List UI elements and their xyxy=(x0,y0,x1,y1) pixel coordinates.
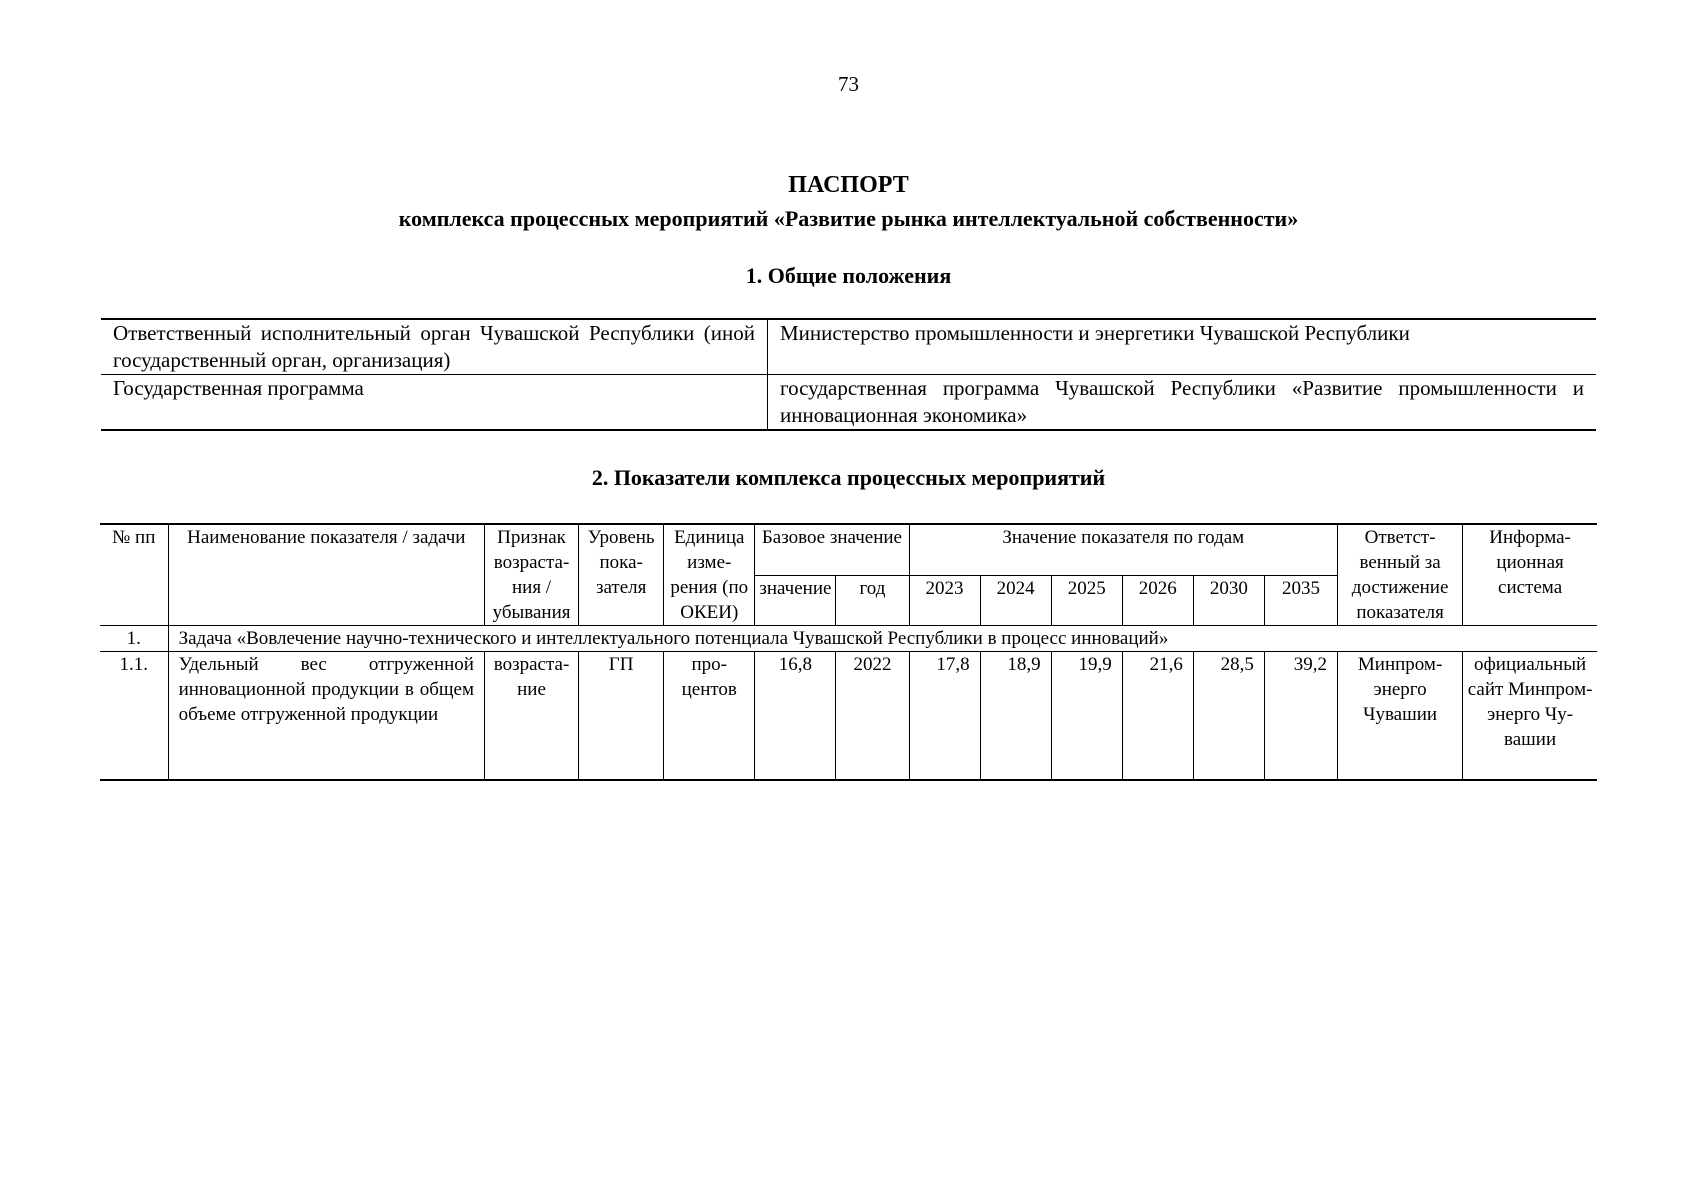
task-row xyxy=(100,626,1597,652)
indicator-responsible: Минпромэнерго Чувашии xyxy=(1338,652,1463,781)
col-name-header: Наименование показателя / задачи xyxy=(168,524,484,626)
indicator-value: 19,9 xyxy=(1051,652,1122,781)
responsible-body-value: Министерство промышленности и энергетики Чувашской Республики xyxy=(768,319,1597,375)
col-info-system-header: Информационная система xyxy=(1463,524,1597,626)
col-num-header: № пп xyxy=(100,524,168,626)
table-row xyxy=(101,375,1596,431)
col-year-header: 2025 xyxy=(1051,575,1122,625)
table-row xyxy=(100,652,1597,781)
indicator-trend: возрастание xyxy=(484,652,578,781)
indicator-value: 18,9 xyxy=(980,652,1051,781)
col-year-header: 2023 xyxy=(909,575,980,625)
col-unit-header: Единица измерения (по ОКЕИ) xyxy=(664,524,755,626)
header-row xyxy=(100,524,1597,575)
indicator-value: 39,2 xyxy=(1264,652,1337,781)
col-year-header: 2035 xyxy=(1264,575,1337,625)
col-year-header: 2030 xyxy=(1193,575,1264,625)
col-responsible-header: Ответственный за достижение показателя xyxy=(1338,524,1463,626)
col-year-header: 2024 xyxy=(980,575,1051,625)
document-subtitle: комплекса процессных мероприятий «Развитие рынка интеллектуальной собственности» xyxy=(398,206,1299,231)
col-year-header: 2026 xyxy=(1122,575,1193,625)
row-num: 1.1. xyxy=(100,652,168,781)
col-base-year-header: год xyxy=(836,575,909,625)
indicator-level: ГП xyxy=(579,652,664,781)
indicators-table xyxy=(100,523,1597,781)
col-trend-header: Признак возрастания / убывания xyxy=(484,524,578,626)
indicator-value: 17,8 xyxy=(909,652,980,781)
state-program-label: Государственная программа xyxy=(101,375,768,431)
indicator-base-value: 16,8 xyxy=(755,652,836,781)
indicator-unit: процентов xyxy=(664,652,755,781)
col-base-header: Базовое значение xyxy=(755,524,909,575)
indicator-base-year: 2022 xyxy=(836,652,909,781)
general-provisions-table xyxy=(101,318,1596,431)
col-base-value-header: значение xyxy=(755,575,836,625)
task-num: 1. xyxy=(100,626,168,652)
table-row xyxy=(101,319,1596,375)
page-number: 73 xyxy=(838,72,859,96)
indicator-info-system: официальный сайт Минпромэнерго Чувашии xyxy=(1463,652,1597,781)
col-level-header: Уровень показателя xyxy=(579,524,664,626)
state-program-value: государственная программа Чувашской Республики «Развитие промышленности и инновационная экономика» xyxy=(768,375,1597,431)
section-1-heading: 1. Общие положения xyxy=(745,263,952,288)
task-text: Задача «Вовлечение научно-технического и интеллектуального потенциала Чувашской Республики в процесс инноваций» xyxy=(168,626,1597,652)
indicator-name: Удельный вес отгруженной инновационной продукции в общем объеме отгруженной продукции xyxy=(168,652,484,781)
indicator-value: 21,6 xyxy=(1122,652,1193,781)
indicator-value: 28,5 xyxy=(1193,652,1264,781)
col-years-group-header: Значение показателя по годам xyxy=(909,524,1338,575)
responsible-body-label: Ответственный исполнительный орган Чувашской Республики (иной государственный орган, организация) xyxy=(101,319,768,375)
document-title: ПАСПОРТ xyxy=(788,172,909,198)
section-2-heading: 2. Показатели комплекса процессных мероприятий xyxy=(591,465,1106,490)
